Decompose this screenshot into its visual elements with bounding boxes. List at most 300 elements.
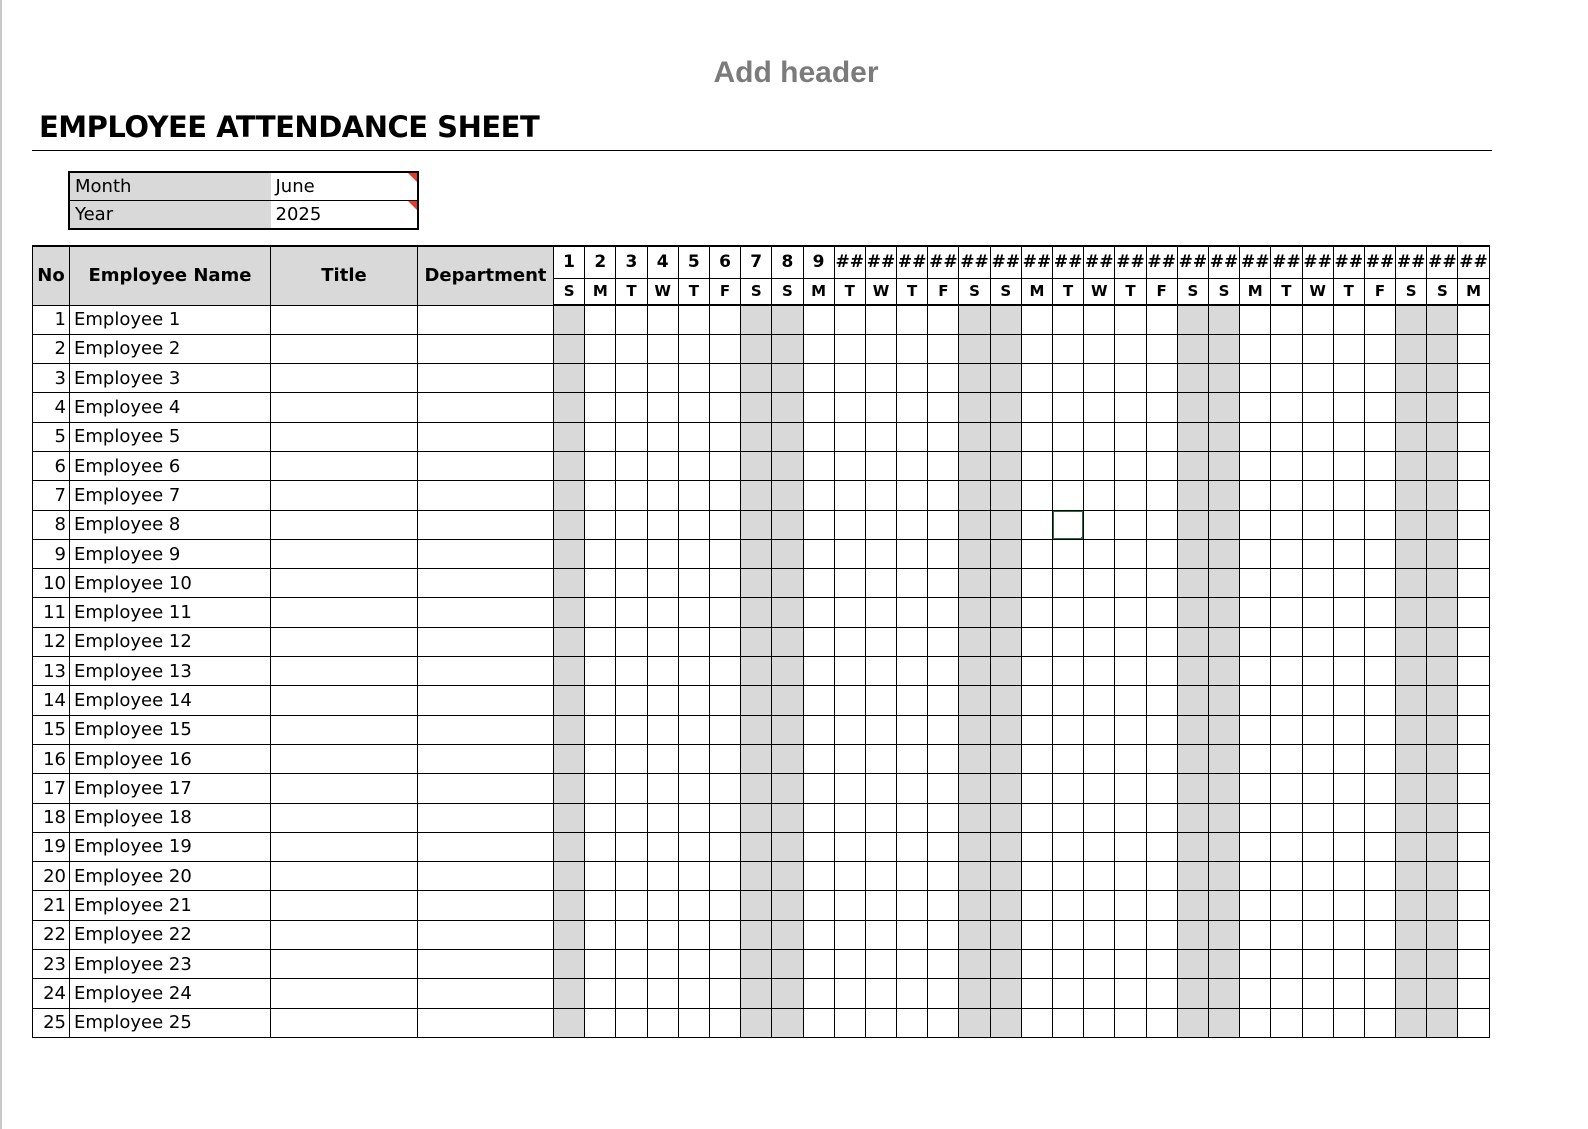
attendance-cell[interactable] [1458,569,1489,598]
attendance-cell[interactable] [803,539,834,568]
attendance-cell[interactable] [1271,920,1302,949]
attendance-cell[interactable] [1240,334,1271,363]
attendance-cell[interactable] [1240,451,1271,480]
attendance-cell[interactable] [1021,422,1052,451]
attendance-cell[interactable] [1364,920,1395,949]
attendance-cell[interactable] [616,598,647,627]
attendance-cell[interactable] [1053,950,1084,979]
attendance-cell[interactable] [959,862,990,891]
attendance-cell[interactable] [1458,510,1489,539]
attendance-cell[interactable] [647,481,678,510]
attendance-cell[interactable] [741,510,772,539]
attendance-cell[interactable] [1115,744,1146,773]
attendance-cell[interactable] [1271,774,1302,803]
attendance-cell[interactable] [1053,920,1084,949]
attendance-cell[interactable] [990,627,1021,656]
attendance-cell[interactable] [1053,744,1084,773]
attendance-cell[interactable] [1458,393,1489,422]
attendance-cell[interactable] [1271,979,1302,1008]
attendance-cell[interactable] [741,451,772,480]
attendance-cell[interactable] [834,950,865,979]
attendance-cell[interactable] [585,451,616,480]
attendance-cell[interactable] [928,510,959,539]
day-number-header[interactable]: ## [1177,246,1208,278]
attendance-cell[interactable] [1333,481,1364,510]
attendance-cell[interactable] [585,920,616,949]
attendance-cell[interactable] [709,539,740,568]
employee-name-cell[interactable]: Employee 11 [70,598,271,627]
attendance-cell[interactable] [1084,686,1115,715]
attendance-cell[interactable] [803,569,834,598]
attendance-cell[interactable] [1364,598,1395,627]
attendance-cell[interactable] [1396,950,1427,979]
day-number-header[interactable]: ## [928,246,959,278]
attendance-cell[interactable] [741,422,772,451]
attendance-cell[interactable] [741,774,772,803]
title-cell[interactable] [271,715,418,744]
attendance-cell[interactable] [616,715,647,744]
attendance-cell[interactable] [1427,539,1458,568]
attendance-cell[interactable] [1208,627,1239,656]
attendance-cell[interactable] [585,598,616,627]
attendance-cell[interactable] [865,715,896,744]
weekday-header[interactable]: S [1427,278,1458,305]
attendance-cell[interactable] [1146,598,1177,627]
attendance-cell[interactable] [1458,744,1489,773]
day-number-header[interactable]: ## [1053,246,1084,278]
attendance-cell[interactable] [865,862,896,891]
attendance-cell[interactable] [990,539,1021,568]
attendance-cell[interactable] [678,539,709,568]
attendance-cell[interactable] [834,305,865,334]
attendance-cell[interactable] [678,569,709,598]
attendance-cell[interactable] [1053,569,1084,598]
employee-no-cell[interactable]: 9 [33,539,70,568]
attendance-cell[interactable] [1271,862,1302,891]
attendance-cell[interactable] [1333,569,1364,598]
attendance-cell[interactable] [647,715,678,744]
attendance-cell[interactable] [709,1008,740,1037]
department-cell[interactable] [418,305,554,334]
attendance-cell[interactable] [1396,657,1427,686]
title-cell[interactable] [271,803,418,832]
day-number-header[interactable]: 5 [678,246,709,278]
attendance-cell[interactable] [1396,832,1427,861]
attendance-cell[interactable] [1302,686,1333,715]
department-cell[interactable] [418,862,554,891]
attendance-cell[interactable] [959,510,990,539]
attendance-cell[interactable] [554,364,585,393]
attendance-cell[interactable] [928,862,959,891]
attendance-cell[interactable] [1396,803,1427,832]
attendance-cell[interactable] [803,715,834,744]
weekday-header[interactable]: S [990,278,1021,305]
attendance-cell[interactable] [1177,862,1208,891]
weekday-header[interactable]: W [865,278,896,305]
title-cell[interactable] [271,364,418,393]
attendance-cell[interactable] [1333,1008,1364,1037]
attendance-cell[interactable] [616,657,647,686]
attendance-cell[interactable] [741,364,772,393]
attendance-cell[interactable] [1115,950,1146,979]
weekday-header[interactable]: W [647,278,678,305]
attendance-cell[interactable] [928,422,959,451]
attendance-cell[interactable] [647,364,678,393]
title-cell[interactable] [271,950,418,979]
attendance-cell[interactable] [1333,657,1364,686]
attendance-cell[interactable] [1146,364,1177,393]
attendance-cell[interactable] [897,393,928,422]
attendance-cell[interactable] [647,627,678,656]
attendance-cell[interactable] [1146,950,1177,979]
attendance-cell[interactable] [959,481,990,510]
attendance-cell[interactable] [772,451,803,480]
attendance-cell[interactable] [1396,744,1427,773]
attendance-cell[interactable] [1302,539,1333,568]
attendance-cell[interactable] [1084,950,1115,979]
attendance-cell[interactable] [1021,627,1052,656]
attendance-cell[interactable] [897,627,928,656]
attendance-cell[interactable] [554,686,585,715]
title-cell[interactable] [271,305,418,334]
attendance-cell[interactable] [1427,598,1458,627]
attendance-cell[interactable] [1146,979,1177,1008]
attendance-cell[interactable] [1364,950,1395,979]
attendance-cell[interactable] [1427,481,1458,510]
attendance-cell[interactable] [1271,744,1302,773]
attendance-cell[interactable] [928,803,959,832]
attendance-cell[interactable] [1302,422,1333,451]
title-cell[interactable] [271,744,418,773]
attendance-cell[interactable] [959,364,990,393]
attendance-cell[interactable] [1364,1008,1395,1037]
title-cell[interactable] [271,334,418,363]
attendance-cell[interactable] [1021,774,1052,803]
employee-no-cell[interactable]: 6 [33,451,70,480]
employee-name-cell[interactable]: Employee 17 [70,774,271,803]
attendance-cell[interactable] [1396,686,1427,715]
employee-no-cell[interactable]: 16 [33,744,70,773]
weekday-header[interactable]: F [1146,278,1177,305]
attendance-cell[interactable] [1458,627,1489,656]
attendance-cell[interactable] [1146,832,1177,861]
attendance-cell[interactable] [928,569,959,598]
attendance-cell[interactable] [585,539,616,568]
attendance-cell[interactable] [616,364,647,393]
attendance-cell[interactable] [865,803,896,832]
attendance-cell[interactable] [678,803,709,832]
attendance-cell[interactable] [1053,686,1084,715]
attendance-cell[interactable] [1396,569,1427,598]
attendance-cell[interactable] [616,774,647,803]
attendance-cell[interactable] [585,950,616,979]
attendance-cell[interactable] [1115,510,1146,539]
employee-name-cell[interactable]: Employee 5 [70,422,271,451]
attendance-cell[interactable] [1021,979,1052,1008]
weekday-header[interactable]: S [1208,278,1239,305]
attendance-cell[interactable] [1240,862,1271,891]
attendance-cell[interactable] [1427,832,1458,861]
attendance-cell[interactable] [1021,744,1052,773]
attendance-cell[interactable] [865,598,896,627]
attendance-cell[interactable] [1333,862,1364,891]
attendance-cell[interactable] [1427,686,1458,715]
employee-name-cell[interactable]: Employee 14 [70,686,271,715]
attendance-cell[interactable] [1333,774,1364,803]
attendance-cell[interactable] [678,774,709,803]
attendance-cell[interactable] [616,627,647,656]
attendance-cell[interactable] [741,393,772,422]
attendance-cell[interactable] [897,598,928,627]
attendance-cell[interactable] [834,774,865,803]
attendance-cell[interactable] [709,891,740,920]
attendance-cell[interactable] [803,510,834,539]
attendance-cell[interactable] [897,305,928,334]
attendance-cell[interactable] [959,598,990,627]
department-cell[interactable] [418,950,554,979]
attendance-cell[interactable] [1084,598,1115,627]
attendance-cell[interactable] [897,891,928,920]
attendance-cell[interactable] [1146,627,1177,656]
attendance-cell[interactable] [1115,539,1146,568]
attendance-cell[interactable] [1396,481,1427,510]
attendance-cell[interactable] [1302,1008,1333,1037]
attendance-cell[interactable] [959,422,990,451]
attendance-cell[interactable] [741,657,772,686]
attendance-cell[interactable] [1302,891,1333,920]
attendance-cell[interactable] [1396,891,1427,920]
column-header-title[interactable]: Title [271,246,418,305]
attendance-cell[interactable] [897,422,928,451]
attendance-cell[interactable] [897,510,928,539]
attendance-cell[interactable] [1396,422,1427,451]
attendance-cell[interactable] [1364,891,1395,920]
attendance-cell[interactable] [865,920,896,949]
attendance-cell[interactable] [616,539,647,568]
attendance-cell[interactable] [897,364,928,393]
attendance-cell[interactable] [772,774,803,803]
attendance-cell[interactable] [741,832,772,861]
attendance-cell[interactable] [647,451,678,480]
attendance-cell[interactable] [1271,510,1302,539]
attendance-cell[interactable] [1458,1008,1489,1037]
attendance-cell[interactable] [1021,451,1052,480]
attendance-cell[interactable] [803,481,834,510]
employee-no-cell[interactable]: 20 [33,862,70,891]
department-cell[interactable] [418,832,554,861]
attendance-cell[interactable] [959,979,990,1008]
attendance-cell[interactable] [616,744,647,773]
employee-name-cell[interactable]: Employee 25 [70,1008,271,1037]
attendance-cell[interactable] [1146,774,1177,803]
attendance-cell[interactable] [741,1008,772,1037]
attendance-cell[interactable] [1177,686,1208,715]
attendance-cell[interactable] [865,774,896,803]
attendance-cell[interactable] [709,627,740,656]
weekday-header[interactable]: F [709,278,740,305]
department-cell[interactable] [418,803,554,832]
weekday-header[interactable]: S [554,278,585,305]
attendance-cell[interactable] [741,920,772,949]
attendance-cell[interactable] [959,950,990,979]
attendance-cell[interactable] [616,393,647,422]
attendance-cell[interactable] [990,774,1021,803]
attendance-cell[interactable] [1458,451,1489,480]
attendance-cell[interactable] [1115,569,1146,598]
employee-name-cell[interactable]: Employee 3 [70,364,271,393]
attendance-cell[interactable] [1333,510,1364,539]
attendance-cell[interactable] [616,451,647,480]
attendance-cell[interactable] [1240,539,1271,568]
attendance-cell[interactable] [1458,305,1489,334]
attendance-cell[interactable] [834,598,865,627]
employee-name-cell[interactable]: Employee 22 [70,920,271,949]
attendance-cell[interactable] [1427,715,1458,744]
employee-no-cell[interactable]: 19 [33,832,70,861]
attendance-cell[interactable] [772,481,803,510]
attendance-cell[interactable] [865,657,896,686]
attendance-cell[interactable] [1458,715,1489,744]
weekday-header[interactable]: T [1115,278,1146,305]
column-header-department[interactable]: Department [418,246,554,305]
attendance-cell[interactable] [1115,334,1146,363]
attendance-cell[interactable] [647,744,678,773]
attendance-cell[interactable] [1271,598,1302,627]
attendance-cell[interactable] [554,451,585,480]
attendance-cell[interactable] [897,774,928,803]
attendance-cell[interactable] [1427,305,1458,334]
attendance-cell[interactable] [834,627,865,656]
attendance-cell[interactable] [678,305,709,334]
attendance-cell[interactable] [678,715,709,744]
attendance-cell[interactable] [803,950,834,979]
attendance-cell[interactable] [1458,891,1489,920]
attendance-cell[interactable] [1364,774,1395,803]
attendance-cell[interactable] [1146,334,1177,363]
attendance-cell[interactable] [1084,627,1115,656]
attendance-cell[interactable] [803,657,834,686]
attendance-cell[interactable] [1427,334,1458,363]
attendance-cell[interactable] [1333,422,1364,451]
attendance-cell[interactable] [1115,979,1146,1008]
attendance-cell[interactable] [1364,393,1395,422]
attendance-cell[interactable] [741,803,772,832]
attendance-cell[interactable] [1146,715,1177,744]
day-number-header[interactable]: 3 [616,246,647,278]
attendance-cell[interactable] [1208,598,1239,627]
weekday-header[interactable]: T [1053,278,1084,305]
attendance-cell[interactable] [678,451,709,480]
employee-no-cell[interactable]: 10 [33,569,70,598]
attendance-cell[interactable] [1021,803,1052,832]
attendance-cell[interactable] [1458,657,1489,686]
attendance-cell[interactable] [1208,774,1239,803]
employee-no-cell[interactable]: 22 [33,920,70,949]
attendance-cell[interactable] [1427,891,1458,920]
attendance-cell[interactable] [1302,744,1333,773]
attendance-cell[interactable] [1177,920,1208,949]
attendance-cell[interactable] [647,979,678,1008]
weekday-header[interactable]: S [1177,278,1208,305]
attendance-cell[interactable] [647,1008,678,1037]
attendance-cell[interactable] [1427,744,1458,773]
attendance-cell[interactable] [709,979,740,1008]
attendance-cell[interactable] [959,832,990,861]
attendance-cell[interactable] [741,686,772,715]
attendance-cell[interactable] [1146,657,1177,686]
attendance-cell[interactable] [1084,305,1115,334]
attendance-cell[interactable] [1302,305,1333,334]
attendance-cell[interactable] [1084,803,1115,832]
attendance-cell[interactable] [709,510,740,539]
attendance-cell[interactable] [1302,598,1333,627]
attendance-cell[interactable] [772,686,803,715]
attendance-cell[interactable] [772,1008,803,1037]
attendance-cell[interactable] [678,891,709,920]
employee-name-cell[interactable]: Employee 8 [70,510,271,539]
attendance-cell[interactable] [1333,305,1364,334]
attendance-cell[interactable] [554,774,585,803]
attendance-cell[interactable] [1115,627,1146,656]
attendance-cell[interactable] [554,862,585,891]
attendance-cell[interactable] [1302,832,1333,861]
attendance-cell[interactable] [647,891,678,920]
attendance-cell[interactable] [1271,305,1302,334]
attendance-cell[interactable] [1021,539,1052,568]
attendance-cell[interactable] [1021,334,1052,363]
attendance-cell[interactable] [1115,364,1146,393]
attendance-cell[interactable] [1240,979,1271,1008]
attendance-cell[interactable] [1271,569,1302,598]
attendance-cell[interactable] [803,627,834,656]
attendance-cell[interactable] [772,539,803,568]
attendance-cell[interactable] [585,891,616,920]
attendance-cell[interactable] [1208,891,1239,920]
attendance-cell[interactable] [1146,686,1177,715]
title-cell[interactable] [271,393,418,422]
attendance-cell[interactable] [1021,686,1052,715]
sheet-title[interactable]: EMPLOYEE ATTENDANCE SHEET [39,110,540,144]
attendance-cell[interactable] [1177,950,1208,979]
attendance-cell[interactable] [678,627,709,656]
attendance-cell[interactable] [741,598,772,627]
attendance-cell[interactable] [928,744,959,773]
attendance-cell[interactable] [616,481,647,510]
attendance-cell[interactable] [959,891,990,920]
attendance-cell[interactable] [897,744,928,773]
attendance-cell[interactable] [803,920,834,949]
attendance-cell[interactable] [834,481,865,510]
attendance-cell[interactable] [990,334,1021,363]
attendance-cell[interactable] [1271,686,1302,715]
attendance-cell[interactable] [1427,422,1458,451]
attendance-cell[interactable] [1302,862,1333,891]
attendance-cell[interactable] [1240,920,1271,949]
attendance-cell[interactable] [1396,715,1427,744]
attendance-cell[interactable] [1240,803,1271,832]
attendance-cell[interactable] [1208,1008,1239,1037]
attendance-cell[interactable] [1396,627,1427,656]
weekday-header[interactable]: T [678,278,709,305]
day-number-header[interactable]: 6 [709,246,740,278]
attendance-cell[interactable] [1427,364,1458,393]
attendance-cell[interactable] [1364,979,1395,1008]
attendance-cell[interactable] [1146,862,1177,891]
attendance-cell[interactable] [834,422,865,451]
attendance-cell[interactable] [834,744,865,773]
attendance-cell[interactable] [1271,627,1302,656]
department-cell[interactable] [418,891,554,920]
